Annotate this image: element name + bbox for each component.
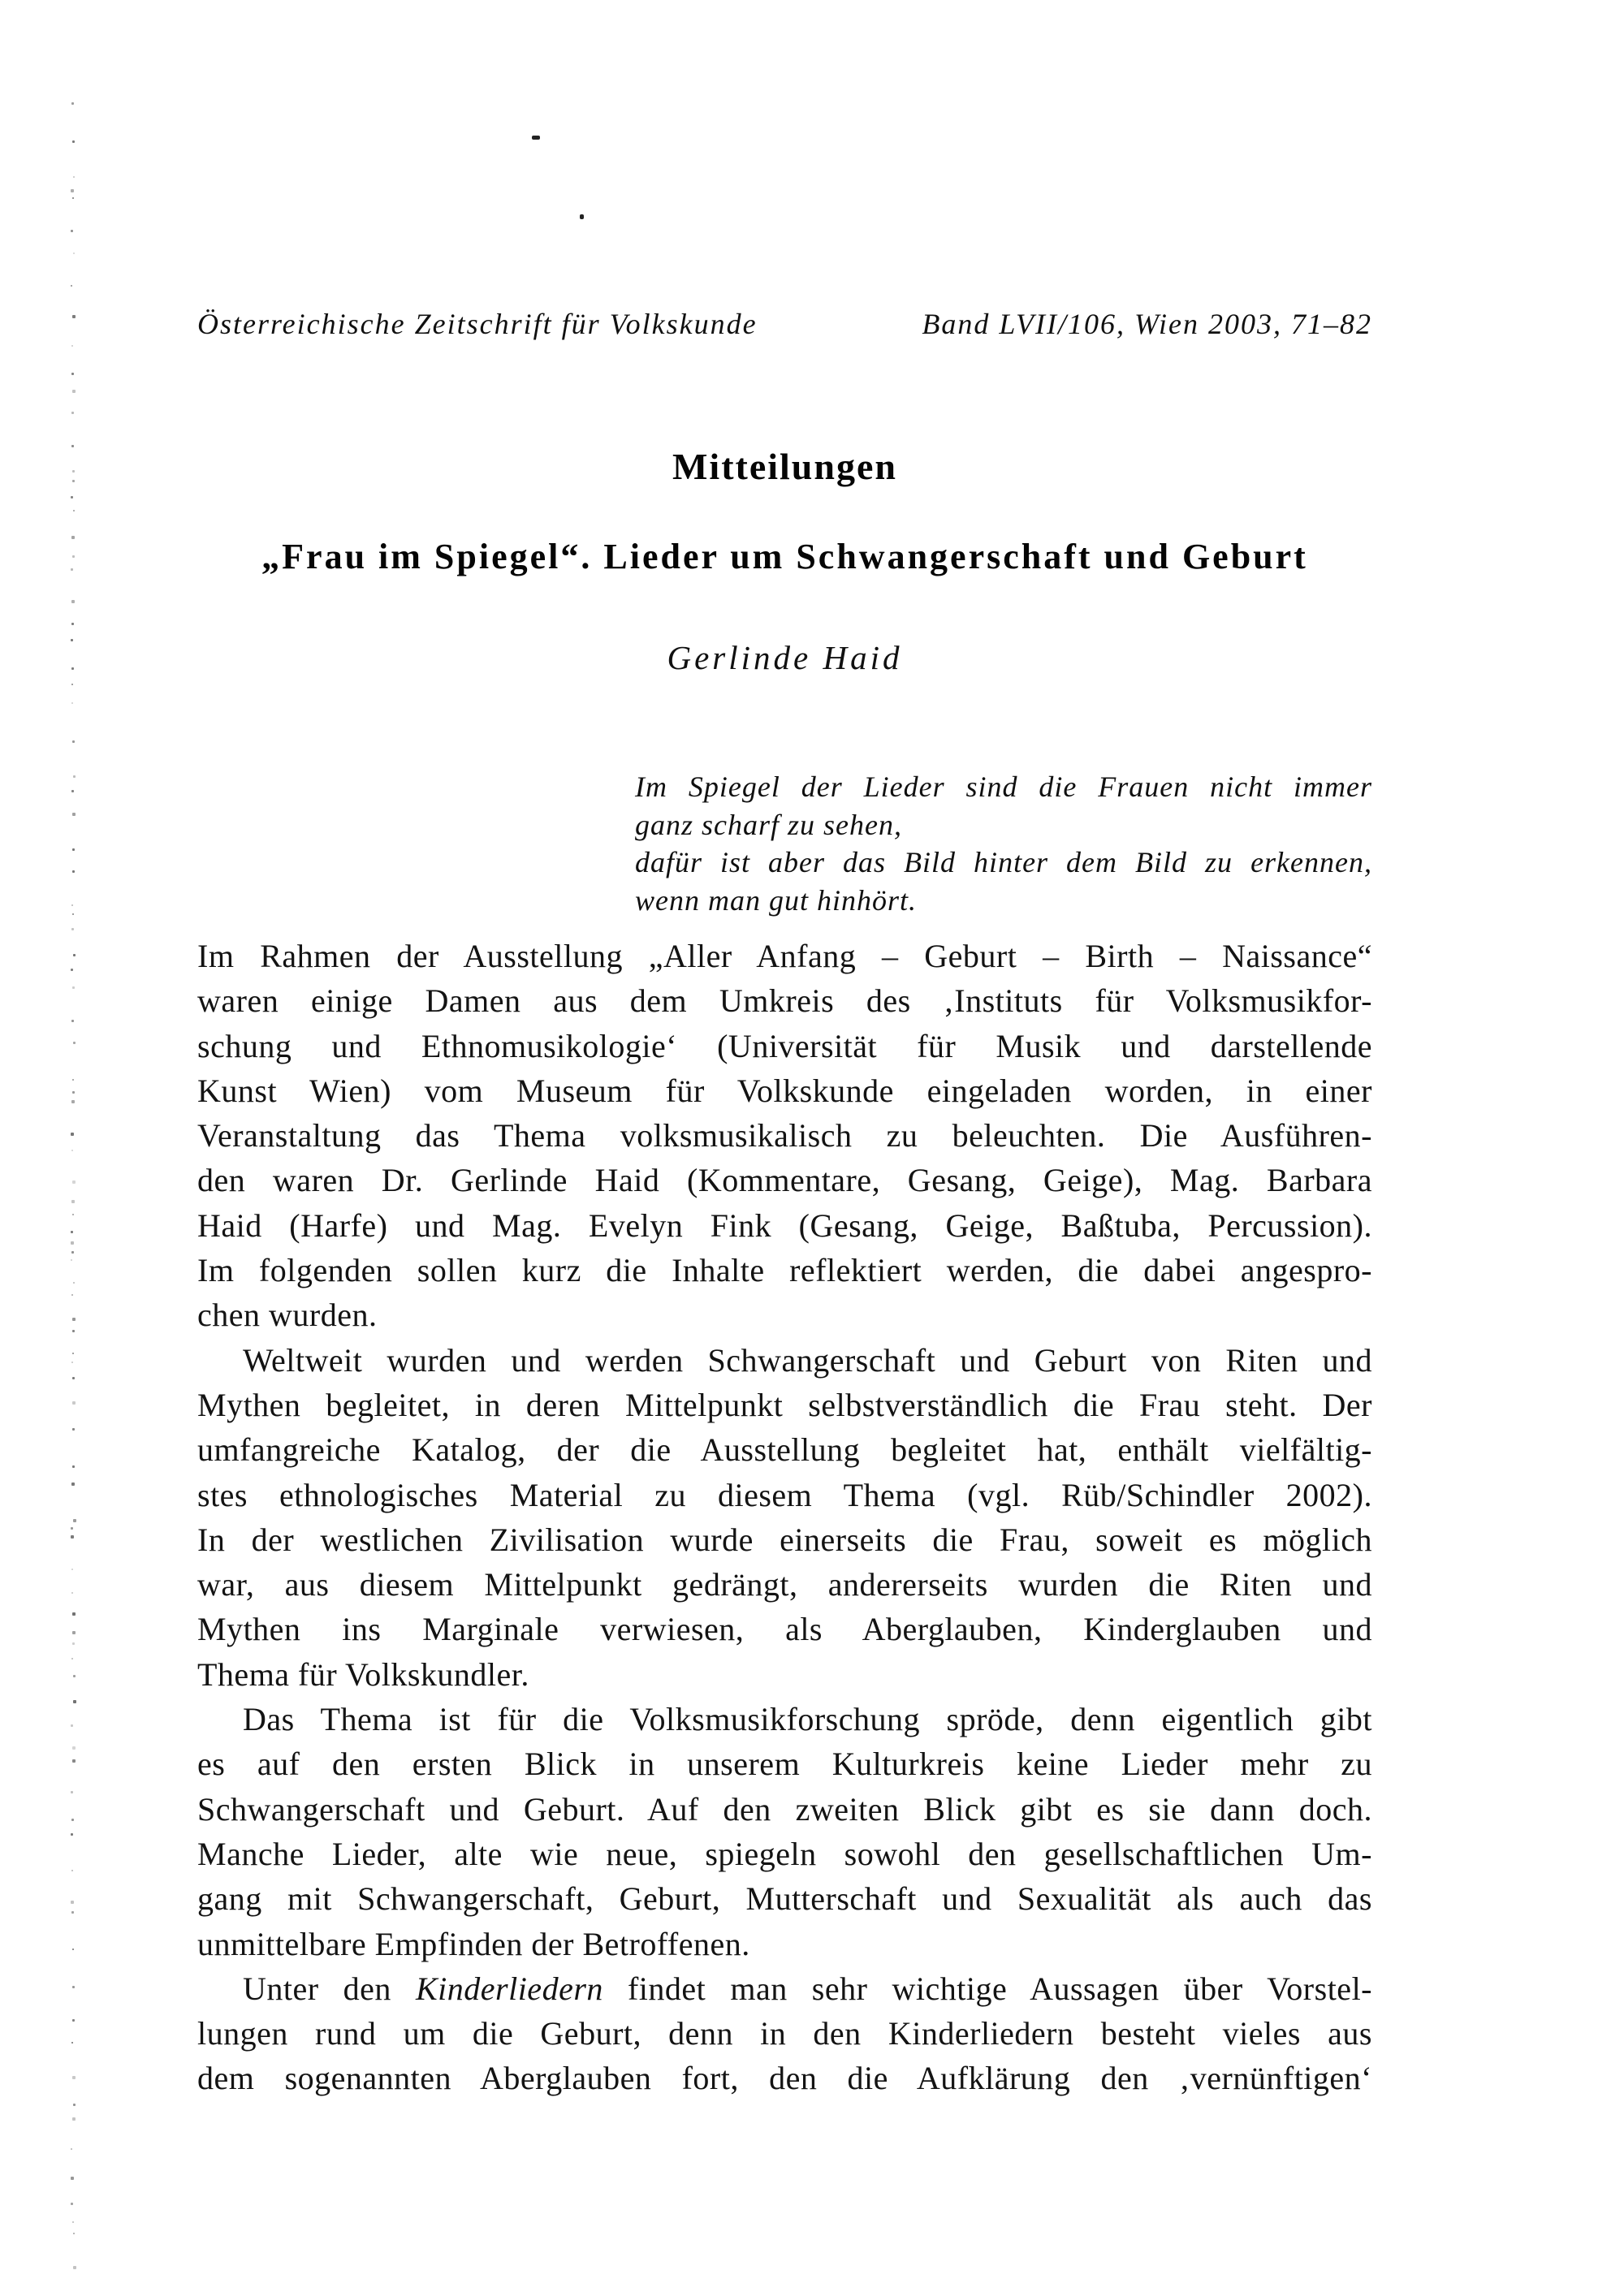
scan-dot: [73, 1282, 75, 1284]
scan-dot: [72, 555, 75, 558]
scan-dot: [72, 140, 75, 143]
scan-dot: [71, 1200, 75, 1203]
scan-dot: [72, 1079, 74, 1081]
scan-dot: [71, 1833, 73, 1836]
scan-dot: [72, 1091, 75, 1094]
scan-dot: [72, 2076, 76, 2079]
scan-dot: [73, 176, 75, 178]
scan-dot: [73, 1519, 76, 1522]
body-line: waren einige Damen aus dem Umkreis des ‚Instituts für Volksmusikfor-: [197, 982, 1372, 1020]
scan-dot: [71, 1535, 74, 1539]
body-line: dem sogenannten Aberglauben fort, den die Aufklärung den ‚vernünftigen‘: [197, 2060, 1372, 2097]
scan-dot: [72, 740, 75, 743]
body-line: Haid (Harfe) und Mag. Evelyn Fink (Gesang, Geige, Baßtuba, Percussion).: [197, 1206, 1372, 1244]
scan-dot: [72, 1180, 76, 1184]
scan-dot: [72, 1949, 74, 1950]
scan-dot: [72, 2221, 74, 2223]
body-line: war, aus diesem Mittelpunkt gedrängt, andererseits wurden die Riten und: [197, 1566, 1372, 1603]
scan-dot: [72, 1631, 76, 1634]
body-line: Veranstaltung das Thema volksmusikalisch zu beleuchten. Die Ausführen-: [197, 1117, 1372, 1154]
scan-dot: [72, 2117, 76, 2121]
scan-dot: [73, 1700, 76, 1703]
scan-dot: [72, 1759, 76, 1763]
scan-dot: [72, 913, 74, 915]
scan-artifact-dash: [532, 136, 540, 140]
body-line: Im folgenden sollen kurz die Inhalte reflektiert werden, die dabei angespro-: [197, 1252, 1372, 1289]
scan-dot: [71, 790, 74, 792]
scan-dot: [71, 1241, 74, 1245]
scan-dot: [72, 1353, 74, 1354]
scan-dot: [73, 2104, 76, 2106]
scan-dot: [71, 2203, 73, 2205]
scan-dot: [72, 1428, 75, 1431]
author-name: Gerlinde Haid: [667, 639, 903, 676]
scan-dot: [71, 1133, 74, 1136]
epigraph: [635, 768, 1372, 919]
body-line: Mythen ins Marginale verwiesen, als Aberglauben, Kinderglauben und: [197, 1611, 1372, 1648]
scan-dot: [72, 1401, 76, 1405]
scan-dot: [72, 390, 76, 393]
body-line: Weltweit wurden und werden Schwangerschaft und Geburt von Riten und: [243, 1341, 1372, 1379]
body-line: umfangreiche Katalog, der die Ausstellung begleitet hat, enthält vielfältig-: [197, 1431, 1372, 1469]
scan-dot: [72, 1214, 74, 1215]
scan-dot: [71, 285, 72, 287]
scan-dot: [72, 1318, 76, 1321]
scan-dot: [73, 1042, 76, 1044]
scan-dot: [72, 813, 76, 816]
scan-dot: [71, 345, 73, 347]
scan-dot: [72, 2019, 75, 2022]
scan-dot: [71, 568, 73, 571]
scan-dot: [71, 496, 73, 498]
epigraph-line: wenn man gut hinhört.: [635, 883, 918, 917]
scan-dot: [71, 373, 74, 375]
body-line: Schwangerschaft und Geburt. Auf den zweiten Blick gibt es sie dann doch.: [197, 1790, 1372, 1828]
scan-dot: [71, 1231, 73, 1233]
scan-dot: [71, 536, 75, 539]
scan-dot: [71, 412, 74, 414]
scan-dot: [72, 870, 75, 873]
scan-dot: [71, 1150, 73, 1151]
body-line: chen wurden.: [197, 1297, 378, 1334]
scan-dot: [71, 1362, 73, 1363]
scan-dot: [71, 1592, 73, 1594]
body-line: es auf den ersten Blick in unserem Kulturkreis keine Lieder mehr zu: [197, 1746, 1372, 1783]
scan-dot: [72, 197, 74, 199]
body-line: stes ethnologisches Material zu diesem Thema (vgl. Rüb/Schindler 2002).: [197, 1476, 1372, 1513]
scan-dot: [71, 1911, 74, 1914]
scan-dot: [71, 1791, 73, 1793]
scan-dot: [72, 986, 75, 989]
scan-dot: [73, 1675, 76, 1677]
scan-dot: [71, 1819, 74, 1821]
scan-dot: [72, 1465, 75, 1468]
body-line: Das Thema ist für die Volksmusikforschung spröde, denn eigentlich gibt: [243, 1701, 1372, 1738]
scan-dot: [71, 1901, 74, 1904]
body-line: lungen rund um die Geburt, denn in den Kinderliedern besteht vieles aus: [197, 2015, 1372, 2052]
scan-dot: [71, 1569, 73, 1570]
scan-dot: [72, 1746, 76, 1750]
scan-dot: [71, 189, 74, 192]
issue-info: Band LVII/106, Wien 2003, 71–82: [922, 308, 1372, 340]
scan-dot: [71, 2148, 72, 2150]
scan-dot: [71, 1259, 72, 1261]
scan-dot: [71, 928, 74, 930]
body-line: den waren Dr. Gerlinde Haid (Kommentare, Gesang, Geige), Mag. Barbara: [197, 1162, 1372, 1199]
scan-artifact-speck: [580, 214, 584, 219]
scan-dot: [71, 1294, 73, 1296]
body-line: Kunst Wien) vom Museum für Volkskunde eingeladen worden, in einer: [197, 1072, 1372, 1109]
scan-dot: [73, 2266, 76, 2269]
body-line: unmittelbare Empfinden der Betroffenen.: [197, 1925, 750, 1962]
body-line: Mythen begleitet, in deren Mittelpunkt selbstverständlich die Frau steht. Der: [197, 1386, 1372, 1423]
scan-dot: [71, 1482, 75, 1486]
scan-dot: [71, 445, 74, 447]
scan-dot: [71, 1020, 74, 1022]
scan-dot: [72, 1642, 75, 1645]
scan-dot: [73, 775, 76, 778]
scan-dot: [73, 510, 75, 511]
scan-dot: [71, 702, 73, 704]
scan-dot: [71, 102, 74, 105]
scan-dot: [72, 1377, 75, 1379]
journal-title: Österreichische Zeitschrift für Volkskunde: [197, 308, 758, 340]
epigraph-line: Im Spiegel der Lieder sind die Frauen nicht immer: [635, 770, 1372, 803]
epigraph-line: ganz scharf zu sehen,: [635, 808, 902, 841]
body-line: In der westlichen Zivilisation wurde einerseits die Frau, soweit es möglich: [197, 1521, 1372, 1558]
scan-dot: [71, 969, 73, 971]
scan-dot: [71, 904, 73, 906]
body-line: Unter den Kinderliedern findet man sehr wichtige Aussagen über Vorstel-: [243, 1970, 1372, 2007]
scan-dot: [72, 470, 75, 473]
section-heading: Mitteilungen: [672, 446, 897, 487]
scan-dot: [71, 667, 74, 670]
scan-dot: [71, 1251, 74, 1254]
body-line: gang mit Schwangerschaft, Geburt, Mutterschaft und Sexualität als auch das: [197, 1880, 1372, 1918]
body-line: Thema für Volkskundler.: [197, 1655, 529, 1693]
scan-dot: [72, 848, 75, 851]
epigraph-line: dafür ist aber das Bild hinter dem Bild zu erkennen,: [635, 846, 1372, 878]
journal-header: [197, 307, 1372, 341]
scan-dot: [73, 954, 76, 956]
scan-dot: [71, 639, 73, 641]
scan-dot: [72, 480, 75, 482]
scan-dot: [71, 600, 75, 603]
scan-dot: [72, 315, 76, 318]
scan-dot: [71, 2177, 74, 2180]
scan-dot: [71, 1658, 73, 1659]
scan-dot: [71, 623, 74, 625]
scan-dot: [71, 1527, 73, 1530]
scan-dot: [72, 1986, 75, 1988]
body-line: schung und Ethnomusikologie‘ (Universität für Musik und darstellende: [197, 1027, 1372, 1064]
scan-dot: [71, 2042, 73, 2044]
scan-dot: [73, 2233, 75, 2234]
scan-dot: [73, 252, 75, 254]
scan-dot: [72, 1330, 75, 1332]
scan-dot: [71, 1100, 75, 1103]
body-line: Manche Lieder, alte wie neue, spiegeln sowohl den gesellschaftlichen Um-: [197, 1835, 1372, 1872]
body-line: Im Rahmen der Ausstellung „Aller Anfang – Geburt – Birth – Naissance“: [197, 938, 1372, 974]
scan-dot: [71, 684, 73, 685]
scan-dot: [71, 1870, 73, 1871]
article-body: [197, 934, 1372, 2101]
scan-dot: [71, 230, 73, 232]
scan-dot: [72, 1612, 76, 1616]
article-title: „Frau im Spiegel“. Lieder um Schwangerschaft und Geburt: [261, 537, 1308, 576]
scan-dot: [71, 1724, 73, 1727]
